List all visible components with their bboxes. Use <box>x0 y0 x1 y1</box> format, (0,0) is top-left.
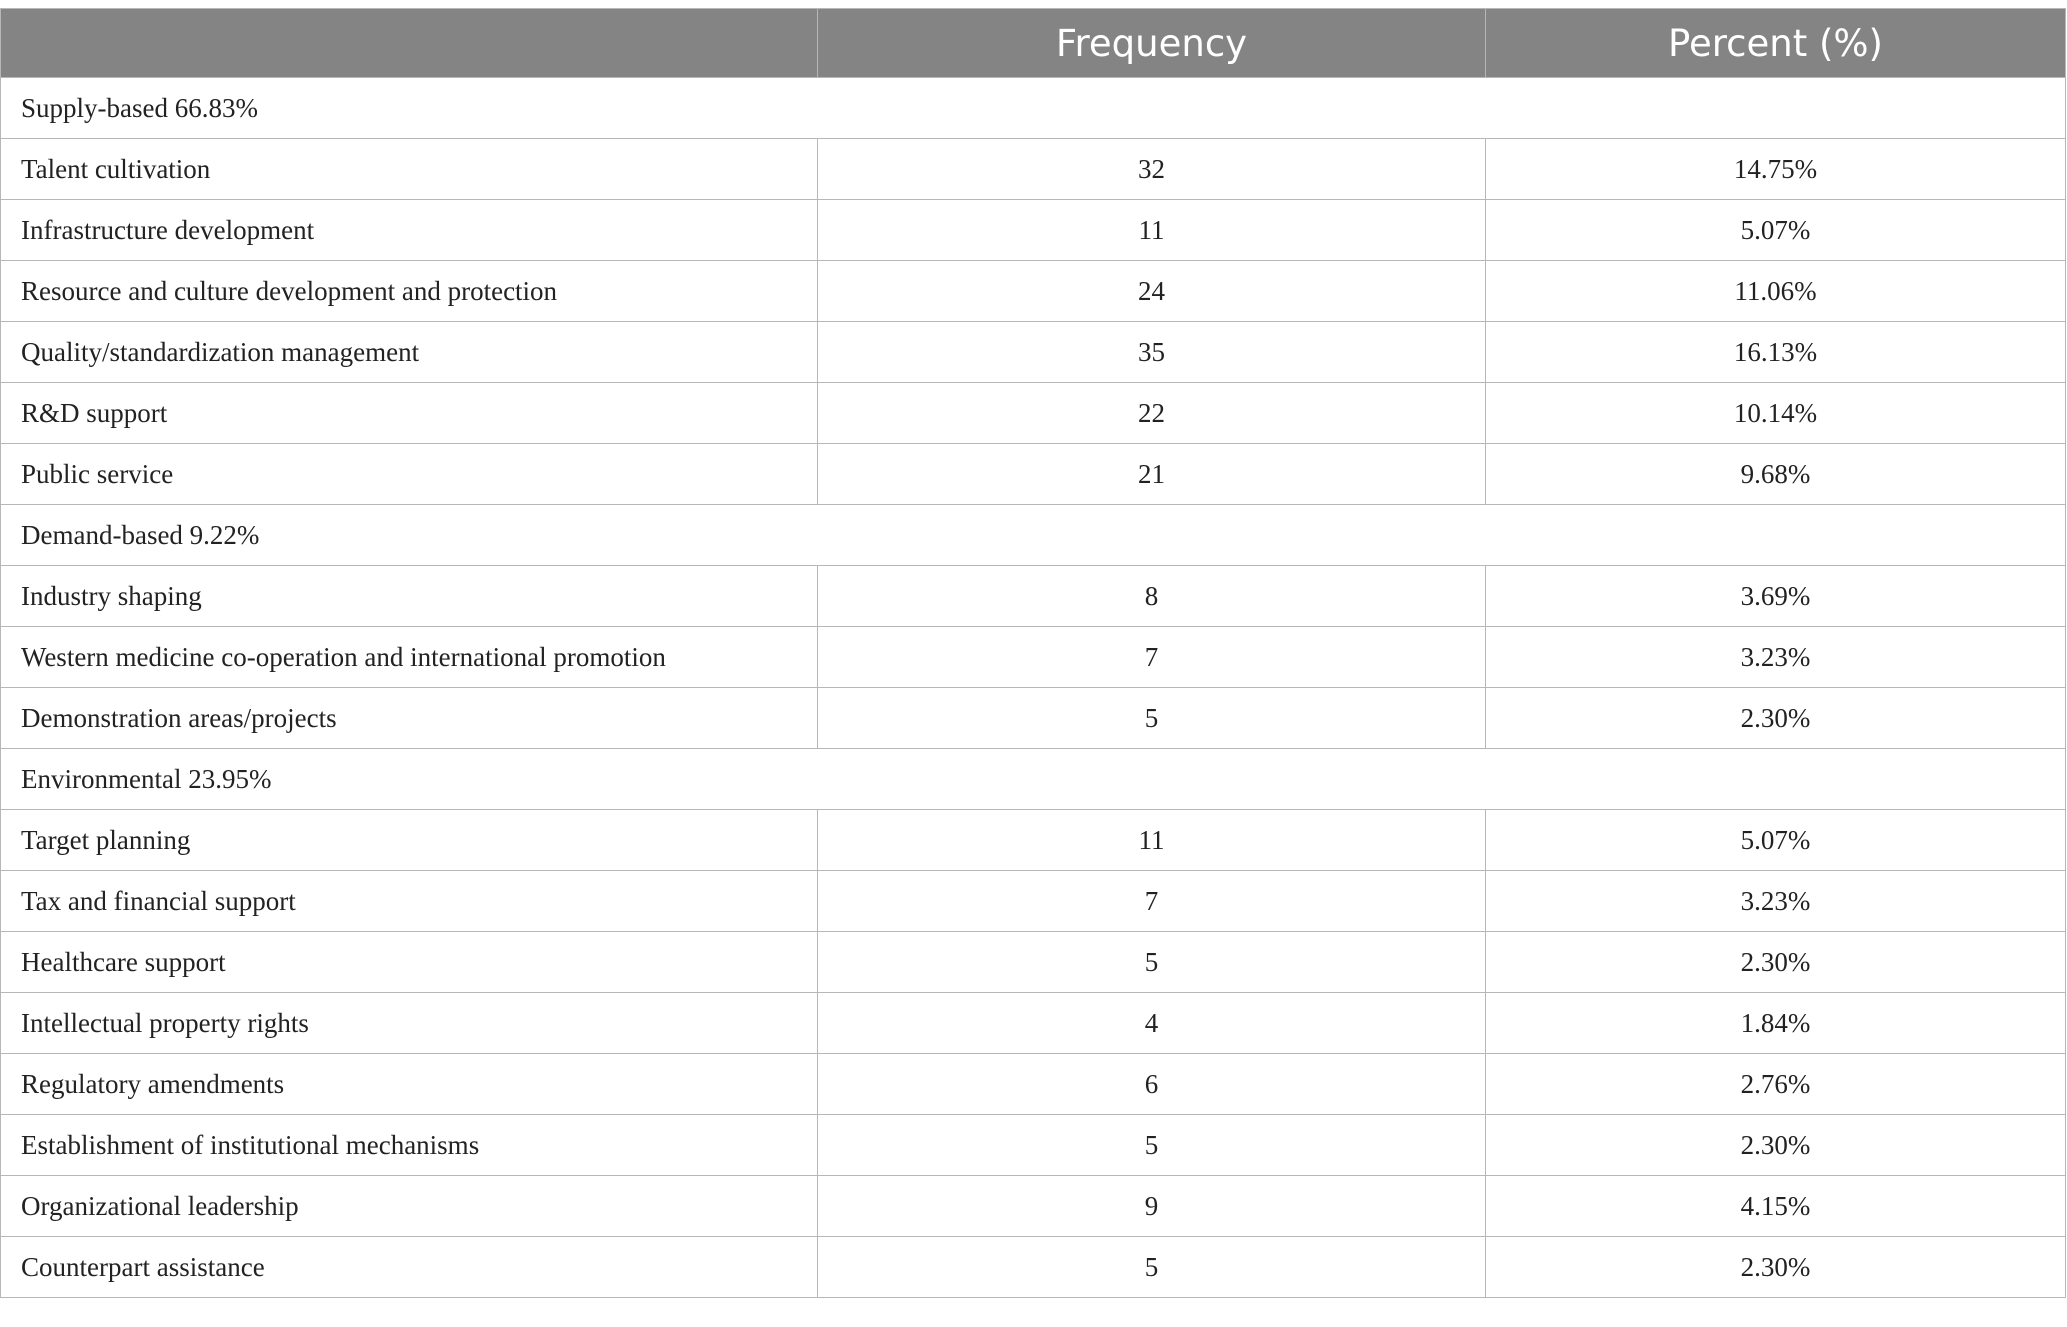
row-frequency: 11 <box>818 810 1486 871</box>
row-percent: 3.23% <box>1486 627 2066 688</box>
row-percent: 2.30% <box>1486 932 2066 993</box>
row-label: Healthcare support <box>1 932 818 993</box>
row-label: Western medicine co-operation and international promotion <box>1 627 818 688</box>
row-label: Organizational leadership <box>1 1176 818 1237</box>
row-label: Establishment of institutional mechanisms <box>1 1115 818 1176</box>
row-frequency: 11 <box>818 200 1486 261</box>
group-label: Demand-based 9.22% <box>1 505 2066 566</box>
row-percent: 11.06% <box>1486 261 2066 322</box>
row-frequency: 24 <box>818 261 1486 322</box>
header-frequency: Frequency <box>818 9 1486 78</box>
row-label: R&D support <box>1 383 818 444</box>
group-row <box>1 78 2066 139</box>
row-frequency: 7 <box>818 627 1486 688</box>
row-frequency: 5 <box>818 688 1486 749</box>
row-label: Intellectual property rights <box>1 993 818 1054</box>
row-percent: 2.30% <box>1486 1115 2066 1176</box>
row-label: Infrastructure development <box>1 200 818 261</box>
row-label: Quality/standardization management <box>1 322 818 383</box>
row-percent: 14.75% <box>1486 139 2066 200</box>
policy-tools-table <box>0 8 2066 1298</box>
row-percent: 1.84% <box>1486 993 2066 1054</box>
table-header-row <box>1 9 2066 78</box>
row-frequency: 32 <box>818 139 1486 200</box>
table-row <box>1 871 2066 932</box>
group-label: Environmental 23.95% <box>1 749 2066 810</box>
table-row <box>1 261 2066 322</box>
header-category <box>1 9 818 78</box>
group-row <box>1 505 2066 566</box>
row-frequency: 35 <box>818 322 1486 383</box>
table-row <box>1 566 2066 627</box>
row-frequency: 8 <box>818 566 1486 627</box>
table-row <box>1 200 2066 261</box>
row-frequency: 21 <box>818 444 1486 505</box>
row-percent: 2.30% <box>1486 1237 2066 1298</box>
row-percent: 10.14% <box>1486 383 2066 444</box>
table-row <box>1 1237 2066 1298</box>
row-label: Industry shaping <box>1 566 818 627</box>
row-percent: 4.15% <box>1486 1176 2066 1237</box>
table-row <box>1 444 2066 505</box>
table-row <box>1 383 2066 444</box>
row-label: Resource and culture development and protection <box>1 261 818 322</box>
table-row <box>1 1054 2066 1115</box>
table-row <box>1 1176 2066 1237</box>
header-percent: Percent (%) <box>1486 9 2066 78</box>
table-row <box>1 139 2066 200</box>
row-percent: 3.69% <box>1486 566 2066 627</box>
row-label: Counterpart assistance <box>1 1237 818 1298</box>
row-percent: 2.76% <box>1486 1054 2066 1115</box>
table-row <box>1 688 2066 749</box>
row-frequency: 5 <box>818 1115 1486 1176</box>
row-frequency: 4 <box>818 993 1486 1054</box>
row-percent: 5.07% <box>1486 810 2066 871</box>
table-row <box>1 932 2066 993</box>
row-percent: 5.07% <box>1486 200 2066 261</box>
row-percent: 9.68% <box>1486 444 2066 505</box>
row-label: Tax and financial support <box>1 871 818 932</box>
table-row <box>1 627 2066 688</box>
row-label: Demonstration areas/projects <box>1 688 818 749</box>
group-row <box>1 749 2066 810</box>
group-label: Supply-based 66.83% <box>1 78 2066 139</box>
row-label: Public service <box>1 444 818 505</box>
table-row <box>1 993 2066 1054</box>
row-percent: 3.23% <box>1486 871 2066 932</box>
row-frequency: 9 <box>818 1176 1486 1237</box>
table-row <box>1 810 2066 871</box>
table-row <box>1 1115 2066 1176</box>
row-frequency: 22 <box>818 383 1486 444</box>
row-label: Talent cultivation <box>1 139 818 200</box>
row-frequency: 5 <box>818 932 1486 993</box>
row-frequency: 7 <box>818 871 1486 932</box>
row-frequency: 5 <box>818 1237 1486 1298</box>
table-row <box>1 322 2066 383</box>
row-label: Regulatory amendments <box>1 1054 818 1115</box>
row-percent: 16.13% <box>1486 322 2066 383</box>
row-percent: 2.30% <box>1486 688 2066 749</box>
row-label: Target planning <box>1 810 818 871</box>
row-frequency: 6 <box>818 1054 1486 1115</box>
